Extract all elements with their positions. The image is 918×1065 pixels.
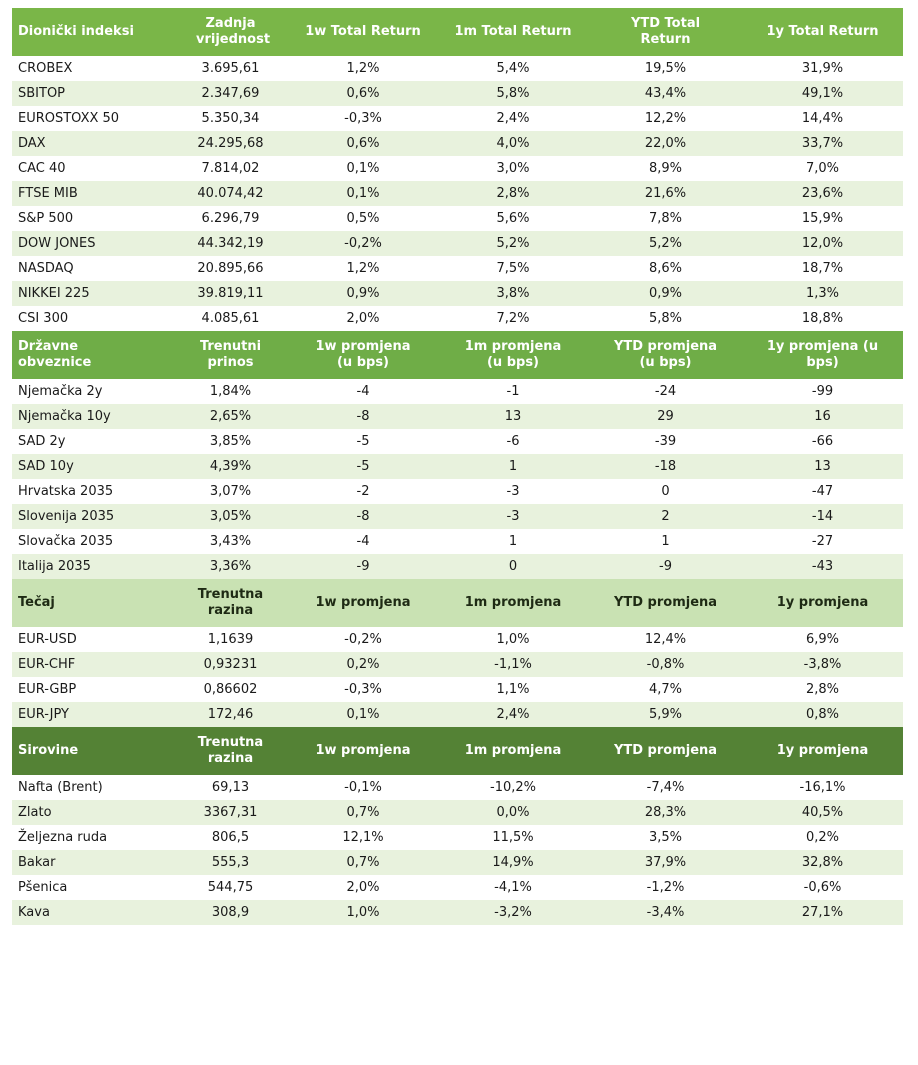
government-bonds-row [12,529,903,554]
cell-change-1y: 12,0% [742,231,903,256]
cell-name: EUR-JPY [12,702,172,727]
cell-value: 308,9 [172,900,289,925]
cell-name: Italija 2035 [12,554,172,579]
cell-name: S&P 500 [18,211,74,226]
commodities-header-change-1w: 1w promjena [289,727,437,775]
cell-value: 0,86602 [203,682,258,697]
cell-change-1y: 2,8% [805,682,840,697]
cell-name: DAX [12,131,172,156]
cell-value: 3,36% [172,554,289,579]
exchange-rates-header-change-1y: 1y promjena [742,579,903,627]
commodities-header-change-ytd: YTD promjena [589,727,742,775]
equity-indices-row [12,206,903,231]
government-bonds-header-change-1m: 1m promjena (u bps) [437,331,589,379]
cell-change-1y: -66 [811,434,834,449]
exchange-rates-header-row [12,579,903,627]
cell-change-1m: 5,6% [496,211,530,226]
cell-change-ytd: 3,5% [648,830,683,845]
commodities-row [12,850,903,875]
commodities-row [12,825,903,850]
cell-name: SBITOP [12,81,172,106]
cell-change-1y: -0,6% [803,880,842,895]
commodities-row [12,875,903,900]
cell-change-1w: -5 [356,434,370,449]
cell-value: 544,75 [207,880,254,895]
cell-change-ytd: 2 [589,504,742,529]
cell-change-ytd: 28,3% [589,800,742,825]
cell-change-ytd: -9 [589,554,742,579]
cell-name: Zlato [12,800,172,825]
cell-name: Kava [12,900,172,925]
cell-value: 5.350,34 [201,111,260,126]
cell-change-1w: 0,5% [346,211,380,226]
cell-value: 40.074,42 [172,181,289,206]
cell-value: 3367,31 [172,800,289,825]
cell-value: 3.695,61 [201,61,260,76]
cell-value: 6.296,79 [201,211,260,226]
cell-change-1m: 14,9% [437,850,589,875]
cell-value: 172,46 [172,702,289,727]
cell-value: 555,3 [172,850,289,875]
market-table-body [12,8,903,925]
cell-change-ytd: 5,8% [648,311,683,326]
government-bonds-header-change-1w: 1w promjena (u bps) [289,331,437,379]
cell-name: NASDAQ [18,261,74,276]
cell-change-ytd: 4,7% [648,682,683,697]
commodities-row [12,800,903,825]
cell-change-ytd: 22,0% [589,131,742,156]
cell-change-1m: 3,0% [496,161,530,176]
equity-indices-row [12,156,903,181]
cell-name: Njemačka 10y [12,404,172,429]
equity-indices-row [12,81,903,106]
commodities-header-value: Trenutna razina [172,727,289,775]
cell-value: 3,43% [209,534,252,549]
cell-change-ytd: -3,4% [589,900,742,925]
exchange-rates-header-change-1m: 1m promjena [437,579,589,627]
cell-change-ytd: 19,5% [644,61,687,76]
equity-indices-header-row [12,8,903,56]
cell-change-1m: -1 [506,384,520,399]
government-bonds-row [12,429,903,454]
government-bonds-row [12,454,903,479]
cell-change-1y: 0,8% [742,702,903,727]
cell-change-1y: -47 [811,484,834,499]
cell-change-1y: 27,1% [742,900,903,925]
market-table [12,8,903,925]
exchange-rates-header-value: Trenutna razina [172,579,289,627]
market-overview [12,8,903,925]
exchange-rates-header-name: Tečaj [12,579,172,627]
equity-indices-header-value: Zadnja vrijednost [172,8,289,56]
equity-indices-header-name: Dionički indeksi [12,8,172,56]
cell-change-1y: 40,5% [742,800,903,825]
cell-change-ytd: 12,2% [644,111,687,126]
cell-change-1y: 16 [742,404,903,429]
cell-name: Željezna ruda [18,830,108,845]
cell-change-1y: 32,8% [742,850,903,875]
commodities-header-name: Sirovine [12,727,172,775]
cell-change-1y: 33,7% [742,131,903,156]
cell-change-1m: -10,2% [490,780,536,795]
cell-change-1w: 1,2% [346,261,380,276]
cell-change-1m: 2,4% [437,702,589,727]
cell-change-1m: 5,8% [437,81,589,106]
cell-change-ytd: 29 [589,404,742,429]
exchange-rates-row [12,652,903,677]
cell-change-1w: 0,1% [289,181,437,206]
cell-value: 2.347,69 [172,81,289,106]
cell-change-1m: -1,1% [437,652,589,677]
cell-change-ytd: 5,2% [589,231,742,256]
cell-change-1m: -6 [506,434,520,449]
cell-change-1m: 1,1% [496,682,530,697]
cell-value: 1,1639 [207,632,254,647]
cell-name: SAD 2y [18,434,66,449]
cell-change-1m: 0 [437,554,589,579]
cell-name: Slovačka 2035 [18,534,114,549]
cell-change-1w: -4 [356,384,370,399]
cell-change-1y: 49,1% [742,81,903,106]
cell-change-1y: 0,2% [805,830,840,845]
cell-change-ytd: -39 [654,434,677,449]
cell-value: 1,84% [209,384,252,399]
cell-change-1w: -0,2% [289,231,437,256]
equity-indices-header-change-1y: 1y Total Return [742,8,903,56]
equity-indices-row [12,306,903,331]
equity-indices-row [12,256,903,281]
equity-indices-row [12,56,903,81]
exchange-rates-row [12,677,903,702]
cell-change-1y: -99 [811,384,834,399]
cell-value: 3,05% [172,504,289,529]
exchange-rates-row [12,627,903,652]
cell-value: 44.342,19 [172,231,289,256]
commodities-header-row [12,727,903,775]
cell-name: EUR-CHF [12,652,172,677]
equity-indices-row [12,106,903,131]
cell-change-ytd: 8,9% [648,161,683,176]
commodities-row [12,775,903,800]
cell-change-1w: -8 [289,504,437,529]
commodities-row [12,900,903,925]
cell-name: Pšenica [18,880,68,895]
cell-value: 4.085,61 [201,311,260,326]
cell-change-1y: -43 [742,554,903,579]
cell-name: Slovenija 2035 [12,504,172,529]
cell-change-1y: 23,6% [742,181,903,206]
cell-change-1w: 2,0% [346,311,380,326]
cell-change-ytd: 5,9% [589,702,742,727]
cell-change-1y: 18,7% [801,261,844,276]
government-bonds-header-name: Državne obveznice [12,331,172,379]
cell-name: Nafta (Brent) [18,780,103,795]
cell-change-ytd: 0 [661,484,670,499]
cell-name: Hrvatska 2035 [18,484,114,499]
cell-change-1y: -16,1% [799,780,846,795]
equity-indices-header-change-1w: 1w Total Return [289,8,437,56]
cell-change-1m: 1 [437,454,589,479]
cell-change-1m: 2,8% [437,181,589,206]
cell-change-1y: 13 [742,454,903,479]
cell-change-ytd: 0,9% [589,281,742,306]
cell-value: 806,5 [211,830,250,845]
cell-change-1m: 4,0% [437,131,589,156]
cell-change-1w: -2 [356,484,370,499]
cell-name: EUROSTOXX 50 [18,111,120,126]
equity-indices-row [12,231,903,256]
government-bonds-row [12,554,903,579]
cell-change-1y: 1,3% [742,281,903,306]
cell-name: CROBEX [18,61,73,76]
cell-value: 69,13 [211,780,250,795]
government-bonds-header-value: Trenutni prinos [172,331,289,379]
government-bonds-row [12,479,903,504]
cell-change-1m: 5,4% [496,61,530,76]
cell-change-ytd: -7,4% [646,780,685,795]
cell-change-1w: 12,1% [342,830,384,845]
cell-change-1y: -27 [811,534,834,549]
commodities-header-change-1m: 1m promjena [437,727,589,775]
cell-change-1w: 1,0% [289,900,437,925]
cell-change-1w: 2,0% [346,880,380,895]
cell-value: 24.295,68 [172,131,289,156]
cell-change-1y: 31,9% [801,61,844,76]
cell-change-1w: -0,3% [344,682,382,697]
cell-change-1m: 11,5% [492,830,534,845]
government-bonds-header-row [12,331,903,379]
cell-name: CAC 40 [18,161,66,176]
cell-change-1w: -0,3% [344,111,382,126]
cell-name: Njemačka 2y [18,384,103,399]
cell-name: FTSE MIB [12,181,172,206]
cell-change-1m: 7,5% [496,261,530,276]
cell-change-1w: -5 [289,454,437,479]
cell-name: SAD 10y [12,454,172,479]
cell-change-1w: 0,7% [289,800,437,825]
equity-indices-row [12,131,903,156]
cell-change-ytd: 12,4% [644,632,687,647]
government-bonds-row [12,404,903,429]
cell-change-1m: -3,2% [437,900,589,925]
equity-indices-row [12,281,903,306]
government-bonds-row [12,504,903,529]
cell-change-1y: 14,4% [801,111,844,126]
cell-change-ytd: 8,6% [648,261,683,276]
cell-change-1m: -3 [506,484,520,499]
cell-change-ytd: -18 [589,454,742,479]
cell-value: 3,07% [209,484,252,499]
cell-change-1m: -4,1% [494,880,532,895]
cell-change-1m: 3,8% [437,281,589,306]
cell-change-1w: -0,2% [344,632,382,647]
cell-change-ytd: 1 [661,534,670,549]
cell-change-1y: 7,0% [805,161,840,176]
cell-value: 3,85% [209,434,252,449]
cell-change-1y: 6,9% [805,632,840,647]
cell-change-1w: 1,2% [346,61,380,76]
cell-value: 7.814,02 [201,161,260,176]
cell-value: 4,39% [172,454,289,479]
cell-change-1m: 5,2% [437,231,589,256]
cell-change-ytd: -1,2% [646,880,685,895]
cell-change-1m: 13 [437,404,589,429]
cell-name: EUR-GBP [18,682,77,697]
cell-value: 0,93231 [172,652,289,677]
cell-change-1y: -14 [742,504,903,529]
cell-value: 39.819,11 [172,281,289,306]
cell-change-1y: 18,8% [801,311,844,326]
cell-name: EUR-USD [18,632,77,647]
government-bonds-row [12,379,903,404]
cell-change-1m: 1,0% [496,632,530,647]
cell-change-1w: 0,6% [289,81,437,106]
cell-change-1m: 0,0% [437,800,589,825]
equity-indices-row [12,181,903,206]
cell-change-1y: 15,9% [801,211,844,226]
cell-value: 20.895,66 [197,261,264,276]
exchange-rates-row [12,702,903,727]
cell-change-ytd: 43,4% [589,81,742,106]
cell-change-1w: 0,2% [289,652,437,677]
cell-change-ytd: 37,9% [589,850,742,875]
cell-change-1m: 2,4% [496,111,530,126]
cell-change-1m: 1 [508,534,518,549]
cell-change-1w: 0,6% [289,131,437,156]
exchange-rates-header-change-1w: 1w promjena [289,579,437,627]
cell-name: NIKKEI 225 [12,281,172,306]
cell-change-ytd: 21,6% [589,181,742,206]
cell-change-1w: -0,1% [344,780,382,795]
cell-change-1w: 0,1% [346,161,380,176]
cell-change-1w: 0,1% [289,702,437,727]
cell-change-ytd: 7,8% [648,211,683,226]
exchange-rates-header-change-ytd: YTD promjena [589,579,742,627]
cell-change-1w: 0,7% [289,850,437,875]
cell-value: 2,65% [172,404,289,429]
equity-indices-header-change-ytd: YTD Total Return [589,8,742,56]
cell-change-ytd: -0,8% [589,652,742,677]
cell-change-1m: -3 [437,504,589,529]
cell-name: CSI 300 [18,311,69,326]
government-bonds-header-change-ytd: YTD promjena (u bps) [589,331,742,379]
cell-change-1w: 0,9% [289,281,437,306]
cell-change-1w: -8 [289,404,437,429]
government-bonds-header-change-1y: 1y promjena (u bps) [742,331,903,379]
cell-name: Bakar [12,850,172,875]
cell-change-1w: -4 [356,534,370,549]
equity-indices-header-change-1m: 1m Total Return [437,8,589,56]
cell-change-1y: -3,8% [742,652,903,677]
cell-change-1m: 7,2% [496,311,530,326]
cell-change-ytd: -24 [654,384,677,399]
cell-name: DOW JONES [12,231,172,256]
cell-change-1w: -9 [289,554,437,579]
commodities-header-change-1y: 1y promjena [742,727,903,775]
